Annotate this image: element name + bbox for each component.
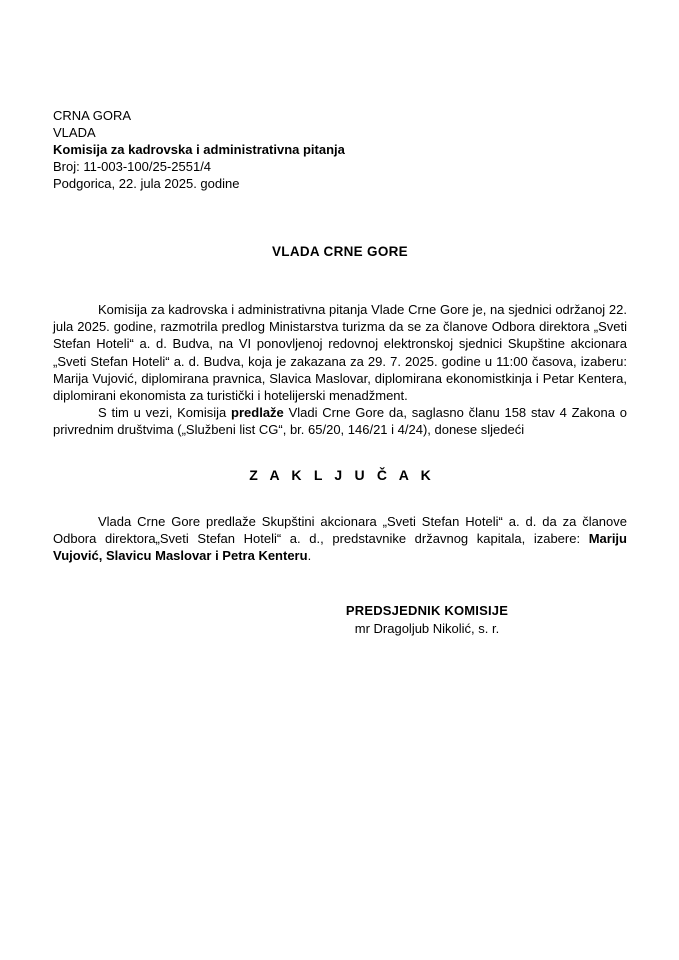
body-paragraph-2-emphasis: predlaže bbox=[231, 405, 284, 421]
conclusion-section bbox=[53, 513, 627, 565]
body-paragraph-2-text-before: S tim u vezi, Komisija bbox=[98, 405, 232, 421]
body-paragraph-1-text: Komisija za kadrovska i administrativna pitanja Vlade Crne Gore je, na sjednici održanoj 22. jula 2025. godine, razmotrila predlog Ministarstva turizma da se za članove Odbora direktora „Sveti Stefan Hoteli“ a. d. Budva, na VI ponovljenoj redovnoj elektronskoj sjednici Skupštine akcionara „Sveti Stefan Hoteli“ a. d. Budva, koja je zakazana za 29. 7. 2025. godine u 11:00 časova, izaberu: Marija Vujović, diplomirana pravnica, Slavica Maslovar, diplomirana ekonomistkinja i Petar Kentera, diplomirani ekonomista za turistički i hotelijerski menadžment. bbox=[53, 302, 627, 404]
decision-heading: Z A K L J U Č A K bbox=[249, 466, 435, 483]
conclusion-text-after: . bbox=[307, 548, 312, 564]
letterhead-reference-number: Broj: 11-003-100/25-2551/4 bbox=[53, 159, 212, 174]
conclusion-paragraph bbox=[53, 513, 627, 565]
conclusion-text-before: Vlada Crne Gore predlaže Skupštini akcionara „Sveti Stefan Hoteli“ a. d. da za članove Odbora direktora„Sveti Stefan Hoteli“ a. d., predstavnike državnog kapitala, izabere: bbox=[53, 513, 627, 546]
letterhead-place-date: Podgorica, 22. jula 2025. godine bbox=[53, 176, 240, 191]
signature-name: mr Dragoljub Nikolić, s. r. bbox=[354, 620, 500, 636]
body-paragraph-2-text-after: Vladi Crne Gore da, saglasno članu 158 stav 4 Zakona o privrednim društvima („Službeni list CG“, br. 65/20, 146/21 i 4/24), donese sljedeći bbox=[53, 405, 627, 438]
conclusion-elected-names: Mariju Vujović, Slavicu Maslovar i Petra Kenteru bbox=[53, 530, 627, 564]
letterhead-country: CRNA GORA bbox=[53, 108, 132, 123]
signature-role: PREDSJEDNIK KOMISIJE bbox=[345, 603, 509, 619]
body-paragraph-1 bbox=[53, 301, 627, 404]
letterhead-commission: Komisija za kadrovska i administrativna pitanja bbox=[53, 142, 345, 157]
signature-block bbox=[237, 602, 627, 637]
document-title: VLADA CRNE GORE bbox=[271, 244, 408, 259]
document-content bbox=[53, 107, 627, 637]
document-body bbox=[53, 301, 627, 439]
body-paragraph-2 bbox=[53, 404, 627, 438]
letterhead-government: VLADA bbox=[53, 125, 96, 140]
letterhead bbox=[53, 107, 627, 192]
